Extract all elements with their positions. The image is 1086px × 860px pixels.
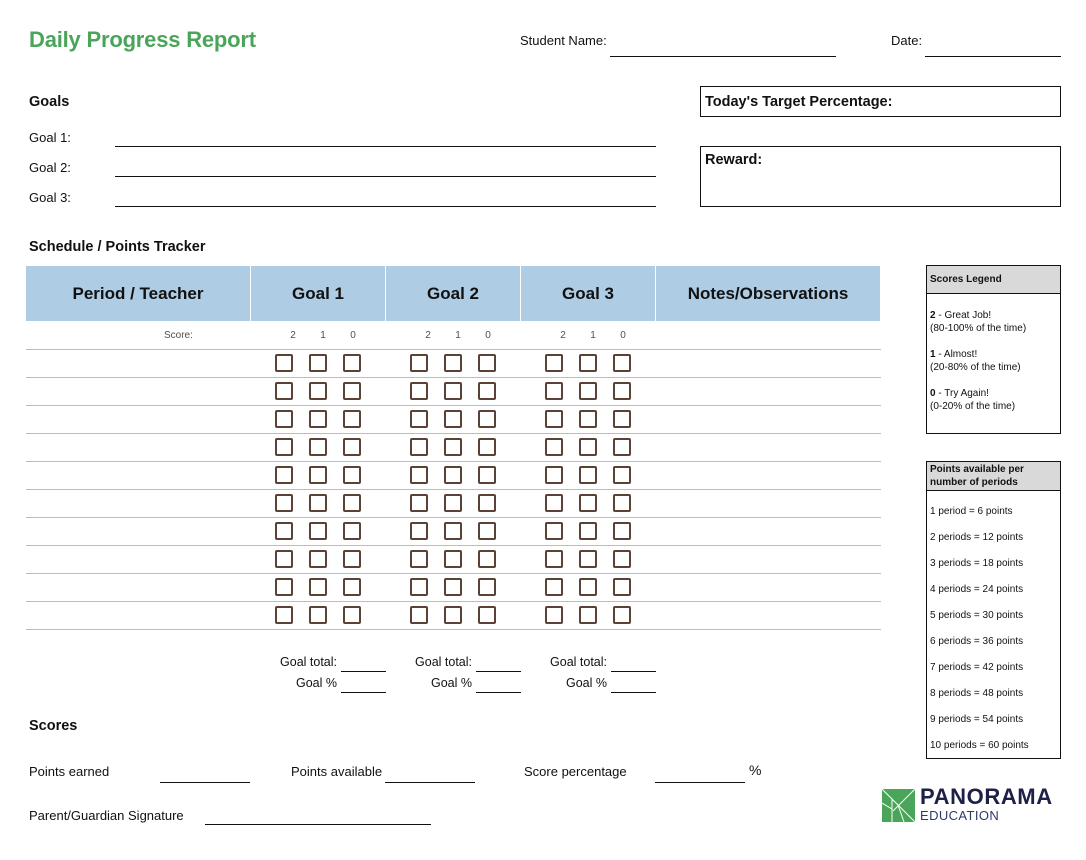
score-checkbox-goal-1-score-2[interactable] xyxy=(275,578,293,596)
goal-3-label: Goal 3: xyxy=(29,190,71,205)
goal-2-label: Goal 2: xyxy=(29,160,71,175)
score-checkbox-goal-3-score-0[interactable] xyxy=(613,578,631,596)
score-checkbox-goal-2-score-0[interactable] xyxy=(478,494,496,512)
score-checkbox-goal-1-score-2[interactable] xyxy=(275,522,293,540)
goal-percent-label: Goal % xyxy=(431,676,472,690)
notes-cell[interactable] xyxy=(656,462,880,489)
score-percentage-field[interactable] xyxy=(655,782,745,783)
points-earned-field[interactable] xyxy=(160,782,250,783)
goal-3-field[interactable] xyxy=(115,206,656,207)
score-value-goal-3: 2 xyxy=(560,330,566,341)
score-checkbox-goal-2-score-1[interactable] xyxy=(444,354,462,372)
score-checkbox-goal-3-score-2[interactable] xyxy=(545,494,563,512)
score-checkbox-goal-3-score-1[interactable] xyxy=(579,466,597,484)
score-checkbox-goal-3-score-0[interactable] xyxy=(613,410,631,428)
score-checkbox-goal-1-score-1[interactable] xyxy=(309,354,327,372)
notes-cell[interactable] xyxy=(656,574,880,601)
brand-name: PANORAMA xyxy=(920,784,1053,809)
panorama-logo-icon xyxy=(882,789,915,822)
score-checkbox-goal-3-score-2[interactable] xyxy=(545,522,563,540)
score-checkbox-goal-2-score-2[interactable] xyxy=(410,382,428,400)
score-checkbox-goal-3-score-1[interactable] xyxy=(579,382,597,400)
score-checkbox-goal-1-score-0[interactable] xyxy=(343,354,361,372)
notes-cell[interactable] xyxy=(656,350,880,377)
reward-box[interactable] xyxy=(700,146,1061,207)
points-table-item: 5 periods = 30 points xyxy=(930,610,1024,621)
score-checkbox-goal-1-score-0[interactable] xyxy=(343,438,361,456)
score-checkbox-goal-1-score-0[interactable] xyxy=(343,382,361,400)
goal-percent-field-goal-1[interactable] xyxy=(341,692,386,693)
score-checkbox-goal-1-score-2[interactable] xyxy=(275,382,293,400)
score-checkbox-goal-2-score-2[interactable] xyxy=(410,466,428,484)
score-checkbox-goal-3-score-1[interactable] xyxy=(579,354,597,372)
score-value-goal-3: 0 xyxy=(620,330,626,341)
notes-cell[interactable] xyxy=(656,490,880,517)
period-teacher-cell[interactable] xyxy=(26,378,250,405)
score-checkbox-goal-2-score-0[interactable] xyxy=(478,354,496,372)
reward-label: Reward: xyxy=(705,152,763,168)
column-header-goal-3: Goal 3 xyxy=(521,266,655,321)
legend-item-0 xyxy=(930,387,1015,413)
legend-desc: - Great Job! xyxy=(935,310,992,321)
score-checkbox-goal-2-score-0[interactable] xyxy=(478,438,496,456)
period-teacher-cell[interactable] xyxy=(26,350,250,377)
percent-sign: % xyxy=(749,762,762,778)
score-checkbox-goal-1-score-2[interactable] xyxy=(275,410,293,428)
score-checkbox-goal-1-score-1[interactable] xyxy=(309,606,327,624)
score-checkbox-goal-3-score-0[interactable] xyxy=(613,550,631,568)
points-table-item: 10 periods = 60 points xyxy=(930,740,1029,751)
score-checkbox-goal-3-score-0[interactable] xyxy=(613,466,631,484)
signature-field[interactable] xyxy=(205,824,431,825)
period-teacher-cell[interactable] xyxy=(26,462,250,489)
score-checkbox-goal-1-score-1[interactable] xyxy=(309,494,327,512)
score-value-goal-1: 0 xyxy=(350,330,356,341)
score-checkbox-goal-1-score-2[interactable] xyxy=(275,494,293,512)
score-checkbox-goal-2-score-0[interactable] xyxy=(478,578,496,596)
score-checkbox-goal-2-score-2[interactable] xyxy=(410,522,428,540)
score-checkbox-goal-3-score-1[interactable] xyxy=(579,410,597,428)
score-checkbox-goal-1-score-2[interactable] xyxy=(275,550,293,568)
period-teacher-cell[interactable] xyxy=(26,518,250,545)
row-divider xyxy=(26,629,881,630)
score-value-goal-1: 1 xyxy=(320,330,326,341)
column-header-period-teacher: Period / Teacher xyxy=(26,266,250,321)
score-checkbox-goal-2-score-0[interactable] xyxy=(478,466,496,484)
scores-legend xyxy=(926,265,1061,434)
score-checkbox-goal-3-score-2[interactable] xyxy=(545,466,563,484)
goal-percent-label: Goal % xyxy=(296,676,337,690)
goal-percent-label: Goal % xyxy=(566,676,607,690)
points-table-item: 9 periods = 54 points xyxy=(930,714,1024,725)
goal-total-label: Goal total: xyxy=(550,655,607,669)
score-label: Score: xyxy=(164,330,193,341)
points-table-item: 1 period = 6 points xyxy=(930,506,1013,517)
student-name-label: Student Name: xyxy=(520,33,607,48)
column-header-notes: Notes/Observations xyxy=(656,266,880,321)
points-table-title-line2: number of periods xyxy=(930,477,1018,488)
score-checkbox-goal-2-score-0[interactable] xyxy=(478,550,496,568)
legend-range: (20-80% of the time) xyxy=(930,362,1021,373)
score-checkbox-goal-2-score-1[interactable] xyxy=(444,438,462,456)
score-checkbox-goal-3-score-2[interactable] xyxy=(545,438,563,456)
points-earned-label: Points earned xyxy=(29,764,110,779)
score-checkbox-goal-3-score-1[interactable] xyxy=(579,606,597,624)
legend-range: (80-100% of the time) xyxy=(930,323,1027,334)
score-checkbox-goal-3-score-2[interactable] xyxy=(545,410,563,428)
score-value-goal-3: 1 xyxy=(590,330,596,341)
period-teacher-cell[interactable] xyxy=(26,602,250,629)
points-table-title-line1: Points available per xyxy=(930,464,1024,475)
legend-desc: - Almost! xyxy=(935,349,978,360)
goals-heading: Goals xyxy=(29,94,70,110)
score-checkbox-goal-1-score-2[interactable] xyxy=(275,466,293,484)
score-checkbox-goal-1-score-0[interactable] xyxy=(343,606,361,624)
score-checkbox-goal-3-score-2[interactable] xyxy=(545,382,563,400)
legend-score: 0 xyxy=(930,388,936,399)
legend-range: (0-20% of the time) xyxy=(930,401,1016,412)
score-checkbox-goal-1-score-1[interactable] xyxy=(309,382,327,400)
notes-cell[interactable] xyxy=(656,378,880,405)
score-checkbox-goal-2-score-1[interactable] xyxy=(444,606,462,624)
goal-percent-field-goal-3[interactable] xyxy=(611,692,656,693)
period-teacher-cell[interactable] xyxy=(26,546,250,573)
goal-total-field-goal-3[interactable] xyxy=(611,671,656,672)
score-checkbox-goal-2-score-0[interactable] xyxy=(478,382,496,400)
signature-label: Parent/Guardian Signature xyxy=(29,808,184,823)
score-checkbox-goal-1-score-0[interactable] xyxy=(343,578,361,596)
target-percentage-box[interactable] xyxy=(700,86,1061,117)
goal-total-label: Goal total: xyxy=(415,655,472,669)
score-checkbox-goal-1-score-2[interactable] xyxy=(275,606,293,624)
score-checkbox-goal-3-score-0[interactable] xyxy=(613,522,631,540)
score-value-goal-2: 2 xyxy=(425,330,431,341)
score-checkbox-goal-1-score-2[interactable] xyxy=(275,354,293,372)
brand-sub: EDUCATION xyxy=(920,808,1000,823)
score-checkbox-goal-3-score-0[interactable] xyxy=(613,494,631,512)
date-field[interactable] xyxy=(925,56,1061,57)
score-checkbox-goal-3-score-2[interactable] xyxy=(545,578,563,596)
score-checkbox-goal-1-score-2[interactable] xyxy=(275,438,293,456)
scores-legend-title: Scores Legend xyxy=(927,266,1060,294)
score-checkbox-goal-2-score-1[interactable] xyxy=(444,382,462,400)
score-checkbox-goal-3-score-2[interactable] xyxy=(545,550,563,568)
score-checkbox-goal-3-score-2[interactable] xyxy=(545,354,563,372)
points-available-label: Points available xyxy=(291,764,383,779)
score-checkbox-goal-2-score-2[interactable] xyxy=(410,354,428,372)
score-checkbox-goal-3-score-1[interactable] xyxy=(579,578,597,596)
score-checkbox-goal-2-score-2[interactable] xyxy=(410,550,428,568)
score-checkbox-goal-3-score-2[interactable] xyxy=(545,606,563,624)
score-checkbox-goal-3-score-0[interactable] xyxy=(613,382,631,400)
legend-item-2 xyxy=(930,309,1026,335)
period-teacher-cell[interactable] xyxy=(26,574,250,601)
column-header-goal-1: Goal 1 xyxy=(251,266,385,321)
score-checkbox-goal-1-score-1[interactable] xyxy=(309,410,327,428)
notes-cell[interactable] xyxy=(656,406,880,433)
score-checkbox-goal-2-score-2[interactable] xyxy=(410,494,428,512)
score-checkbox-goal-2-score-1[interactable] xyxy=(444,466,462,484)
goal-1-label: Goal 1: xyxy=(29,130,71,145)
score-checkbox-goal-1-score-0[interactable] xyxy=(343,522,361,540)
score-checkbox-goal-1-score-1[interactable] xyxy=(309,466,327,484)
legend-score: 1 xyxy=(930,349,936,360)
score-checkbox-goal-2-score-1[interactable] xyxy=(444,494,462,512)
score-checkbox-goal-2-score-0[interactable] xyxy=(478,410,496,428)
score-checkbox-goal-3-score-1[interactable] xyxy=(579,438,597,456)
goal-total-field-goal-2[interactable] xyxy=(476,671,521,672)
points-table-item: 4 periods = 24 points xyxy=(930,584,1024,595)
tracker-heading: Schedule / Points Tracker xyxy=(29,239,206,255)
score-checkbox-goal-2-score-1[interactable] xyxy=(444,410,462,428)
goal-total-field-goal-1[interactable] xyxy=(341,671,386,672)
notes-cell[interactable] xyxy=(656,546,880,573)
score-checkbox-goal-1-score-1[interactable] xyxy=(309,522,327,540)
points-table-item: 3 periods = 18 points xyxy=(930,558,1024,569)
page-title: Daily Progress Report xyxy=(29,27,256,52)
notes-cell[interactable] xyxy=(656,434,880,461)
goal-total-label: Goal total: xyxy=(280,655,337,669)
goal-2-field[interactable] xyxy=(115,176,656,177)
period-teacher-cell[interactable] xyxy=(26,434,250,461)
points-table-item: 7 periods = 42 points xyxy=(930,662,1024,673)
score-checkbox-goal-2-score-2[interactable] xyxy=(410,438,428,456)
score-percentage-label: Score percentage xyxy=(524,764,627,779)
score-checkbox-goal-1-score-0[interactable] xyxy=(343,410,361,428)
score-checkbox-goal-1-score-0[interactable] xyxy=(343,494,361,512)
score-checkbox-goal-2-score-1[interactable] xyxy=(444,578,462,596)
score-checkbox-goal-3-score-1[interactable] xyxy=(579,550,597,568)
score-value-goal-1: 2 xyxy=(290,330,296,341)
score-checkbox-goal-1-score-1[interactable] xyxy=(309,438,327,456)
scores-heading: Scores xyxy=(29,718,78,734)
score-checkbox-goal-2-score-2[interactable] xyxy=(410,578,428,596)
score-checkbox-goal-1-score-0[interactable] xyxy=(343,550,361,568)
score-checkbox-goal-1-score-1[interactable] xyxy=(309,550,327,568)
notes-cell[interactable] xyxy=(656,518,880,545)
score-value-goal-2: 0 xyxy=(485,330,491,341)
period-teacher-cell[interactable] xyxy=(26,490,250,517)
score-checkbox-goal-2-score-2[interactable] xyxy=(410,410,428,428)
score-checkbox-goal-1-score-1[interactable] xyxy=(309,578,327,596)
notes-cell[interactable] xyxy=(656,602,880,629)
score-checkbox-goal-2-score-0[interactable] xyxy=(478,522,496,540)
score-value-goal-2: 1 xyxy=(455,330,461,341)
points-table-item: 2 periods = 12 points xyxy=(930,532,1024,543)
date-label: Date: xyxy=(891,33,923,48)
score-checkbox-goal-2-score-1[interactable] xyxy=(444,550,462,568)
goal-percent-field-goal-2[interactable] xyxy=(476,692,521,693)
score-checkbox-goal-3-score-0[interactable] xyxy=(613,354,631,372)
student-name-field[interactable] xyxy=(610,56,836,57)
points-table-title xyxy=(927,462,1060,491)
points-available-field[interactable] xyxy=(385,782,475,783)
score-checkbox-goal-3-score-1[interactable] xyxy=(579,494,597,512)
points-table-item: 6 periods = 36 points xyxy=(930,636,1024,647)
score-checkbox-goal-1-score-0[interactable] xyxy=(343,466,361,484)
column-header-goal-2: Goal 2 xyxy=(386,266,520,321)
points-table-item: 8 periods = 48 points xyxy=(930,688,1024,699)
score-checkbox-goal-3-score-0[interactable] xyxy=(613,438,631,456)
legend-score: 2 xyxy=(930,310,936,321)
period-teacher-cell[interactable] xyxy=(26,406,250,433)
points-available-table xyxy=(926,461,1061,759)
legend-item-1 xyxy=(930,348,1021,374)
score-checkbox-goal-2-score-1[interactable] xyxy=(444,522,462,540)
goal-1-field[interactable] xyxy=(115,146,656,147)
target-percentage-label: Today's Target Percentage: xyxy=(705,94,893,110)
score-checkbox-goal-2-score-0[interactable] xyxy=(478,606,496,624)
score-checkbox-goal-3-score-1[interactable] xyxy=(579,522,597,540)
score-checkbox-goal-3-score-0[interactable] xyxy=(613,606,631,624)
legend-desc: - Try Again! xyxy=(935,388,989,399)
score-checkbox-goal-2-score-2[interactable] xyxy=(410,606,428,624)
